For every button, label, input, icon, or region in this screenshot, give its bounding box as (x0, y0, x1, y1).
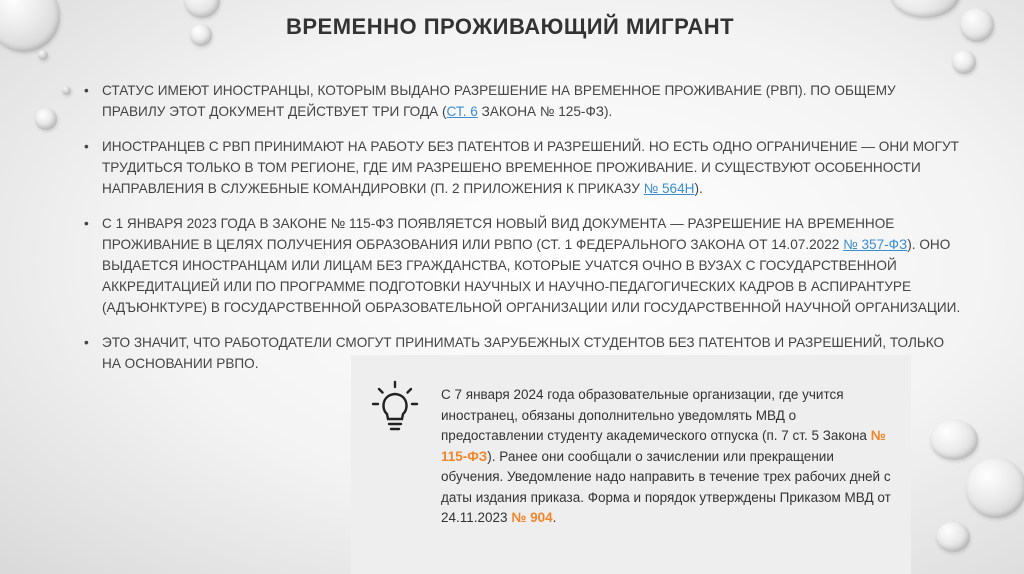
bullet-marker: • (84, 139, 89, 154)
water-drop-decoration (966, 458, 1024, 518)
list-item: • ЭТО ЗНАЧИТ, ЧТО РАБОТОДАТЕЛИ СМОГУТ ПРИНИМАТЬ ЗАРУБЕЖНЫХ СТУДЕНТОВ БЕЗ ПАТЕНТОВ И РАЗРЕШЕНИЙ, ТОЛЬКО НА ОСНОВАНИИ РВПО. (82, 332, 962, 374)
list-item: • С 1 ЯНВАРЯ 2023 ГОДА В ЗАКОНЕ № 115-ФЗ ПОЯВЛЯЕТСЯ НОВЫЙ ВИД ДОКУМЕНТА — РАЗРЕШЕНИЕ НА ВРЕМЕННОЕ ПРОЖИВАНИЕ В ЦЕЛЯХ ПОЛУЧЕНИЯ ОБРАЗОВАНИЯ ИЛИ РВПО (СТ. 1 ФЕДЕРАЛЬНОГО ЗАКОНА ОТ 14.07.2022 № 357-ФЗ). ОНО ВЫДАЕТСЯ ИНОСТРАНЦАМ ИЛИ ЛИЦАМ БЕЗ ГРАЖДАНСТВА, КОТОРЫЕ УЧАТСЯ ОЧНО В ВУЗАХ С ГОСУДАРСТВЕННОЙ АККРЕДИТАЦИЕЙ ИЛИ ПО ПРОГРАММЕ ПОДГОТОВКИ НАУЧНЫХ И НАУЧНО-ПЕДАГОГИЧЕСКИХ КАДРОВ В АСПИРАНТУРЕ (АДЪЮНКТУРЕ) В ГОСУДАРСТВЕННОЙ ОБРАЗОВАТЕЛЬНОЙ ОРГАНИЗАЦИИ ИЛИ ГОСУДАРСТВЕННОЙ НАУЧНОЙ ОРГАНИЗАЦИИ. (82, 213, 962, 318)
list-item: • ИНОСТРАНЦЕВ С РВП ПРИНИМАЮТ НА РАБОТУ БЕЗ ПАТЕНТОВ И РАЗРЕШЕНИЙ. НО ЕСТЬ ОДНО ОГРАНИЧЕНИЕ — ОНИ МОГУТ ТРУДИТЬСЯ ТОЛЬКО В ТОМ РЕГИОНЕ, ГДЕ ИМ РАЗРЕШЕНО ВРЕМЕННОЕ ПРОЖИВАНИЕ. И СУЩЕСТВУЮТ ОСОБЕННОСТИ НАПРАВЛЕНИЯ В СЛУЖЕБНЫЕ КОМАНДИРОВКИ (П. 2 ПРИЛОЖЕНИЯ К ПРИКАЗУ № 564Н). (82, 136, 962, 199)
water-drop-decoration (960, 8, 994, 42)
water-drop-decoration (62, 86, 71, 95)
water-drop-decoration (0, 0, 60, 52)
water-drop-decoration (38, 50, 48, 60)
water-drop-decoration (35, 108, 57, 130)
info-callout (351, 355, 911, 574)
bullet-marker: • (84, 335, 89, 350)
water-drop-decoration (190, 24, 212, 46)
water-drop-decoration (930, 420, 978, 460)
lightbulb-icon (371, 380, 419, 432)
list-item: • СТАТУС ИМЕЮТ ИНОСТРАНЦЫ, КОТОРЫМ ВЫДАНО РАЗРЕШЕНИЕ НА ВРЕМЕННОЕ ПРОЖИВАНИЕ (РВП). ПО ОБЩЕМУ ПРАВИЛУ ЭТОТ ДОКУМЕНТ ДЕЙСТВУЕТ ТРИ ГОДА (СТ. 6 ЗАКОНА № 125-ФЗ). (82, 80, 962, 122)
bullet-marker: • (84, 83, 89, 98)
order-ref-904[interactable]: № 904 (511, 510, 553, 525)
bullet-list (82, 80, 962, 388)
water-drop-decoration (952, 50, 976, 74)
law-link-st6[interactable]: СТ. 6 (446, 104, 478, 119)
law-link-564n[interactable]: № 564Н (643, 181, 695, 196)
bullet-marker: • (84, 216, 89, 231)
water-drop-decoration (890, 0, 960, 18)
law-ref-115fz[interactable]: № 115-ФЗ (441, 428, 886, 464)
page-title: ВРЕМЕННО ПРОЖИВАЮЩИЙ МИГРАНТ (286, 14, 735, 39)
callout-text: С 7 января 2024 года образовательные организации, где учится иностранец, обязаны дополнительно уведомлять МВД о предоставлении студенту академического отпуска (п. 7 ст. 5 Закона № 115-ФЗ). Ранее они сообщали о зачислении или прекращении обучения. Уведомление надо направить в течение трех рабочих дней с даты издания приказа. Форма и порядок утверждены Приказом МВД от 24.11.2023 № 904. (441, 387, 891, 525)
water-drop-decoration (936, 522, 970, 552)
water-drop-decoration (184, 0, 220, 18)
law-link-357fz[interactable]: № 357-ФЗ (843, 237, 908, 252)
